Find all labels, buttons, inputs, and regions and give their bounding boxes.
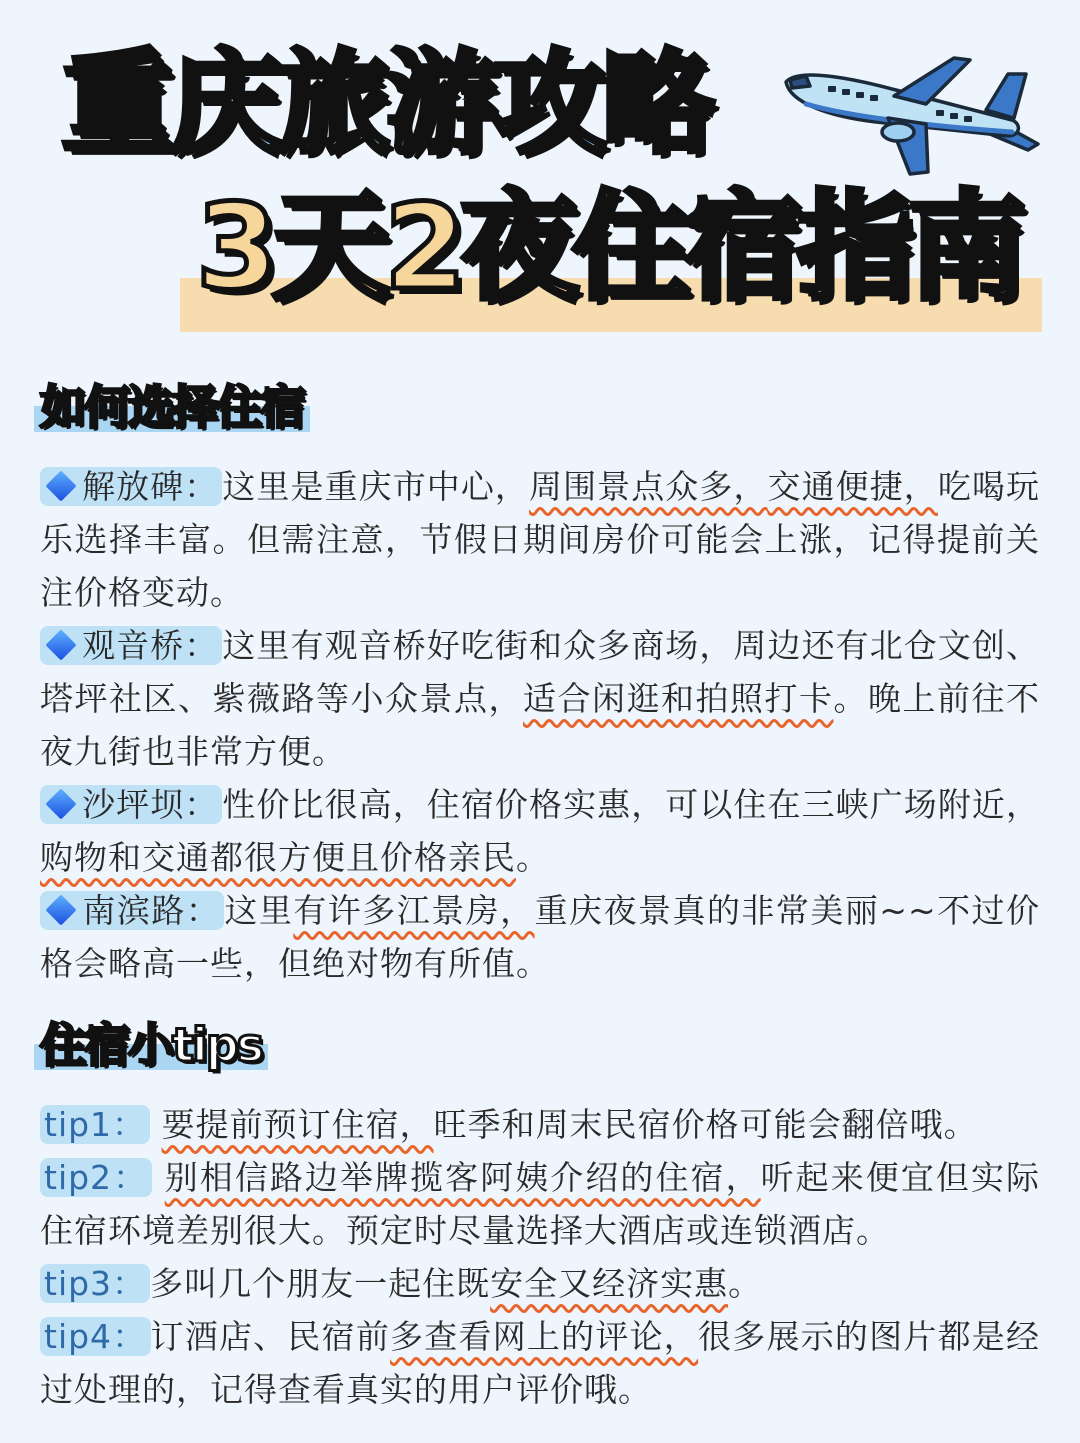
blue-diamond-icon [45, 894, 76, 925]
tip-label: tip2： [40, 1158, 152, 1197]
blue-diamond-icon [45, 470, 76, 501]
tip-3: tip3： 多叫几个朋友一起住既安全又经济实惠。 [40, 1257, 1040, 1310]
page-subtitle: 3天2夜住宿指南 [196, 178, 1021, 316]
area-guanyinqiao: 观音桥： 这里有观音桥好吃街和众多商场，周边还有北仓文创、塔坪社区、紫薇路等小众景点，适合闲逛和拍照打卡。晚上前往不夜九街也非常方便。 [40, 626, 1041, 771]
area-tag: 解放碑： [40, 467, 222, 506]
tip-1: tip1： 要提前预订住宿，旺季和周末民宿价格可能会翻倍哦。 [40, 1098, 1040, 1151]
tip-2: tip2： 别相信路边举牌揽客阿姨介绍的住宿，听起来便宜但实际住宿环境差别很大。预定时尽量选择大酒店或连锁酒店。 [40, 1158, 1040, 1250]
section-heading-tips: 住宿小tips [40, 1022, 262, 1068]
area-jiefangbei: 解放碑： 这里是重庆市中心，周围景点众多，交通便捷，吃喝玩乐选择丰富。但需注意，节假日期间房价可能会上涨，记得提前关注价格变动。 [40, 467, 1041, 612]
blue-diamond-icon [45, 629, 76, 660]
tip-label: tip1： [40, 1105, 150, 1144]
area-nanbinlu: 南滨路： 这里有许多江景房，重庆夜景真的非常美丽~~不过价格会略高一些，但绝对物有所值。 [40, 891, 1041, 983]
area-tag: 南滨路： [40, 891, 224, 930]
tip-label: tip3： [40, 1264, 150, 1303]
blue-diamond-icon [45, 788, 76, 819]
section-heading-how-to-choose: 如何选择住宿 [40, 384, 304, 430]
area-tag: 沙坪坝： [40, 785, 222, 824]
page-title: 重庆旅游攻略 [62, 39, 710, 169]
tip-label: tip4： [40, 1317, 151, 1356]
area-tag: 观音桥： [40, 626, 222, 665]
area-shapingba: 沙坪坝： 性价比很高，住宿价格实惠，可以住在三峡广场附近，购物和交通都很方便且价格亲民。 [40, 785, 1041, 877]
tip-4: tip4： 订酒店、民宿前多查看网上的评论，很多展示的图片都是经过处理的，记得查看真实的用户评价哦。 [40, 1317, 1041, 1409]
airplane-icon [776, 52, 1046, 177]
